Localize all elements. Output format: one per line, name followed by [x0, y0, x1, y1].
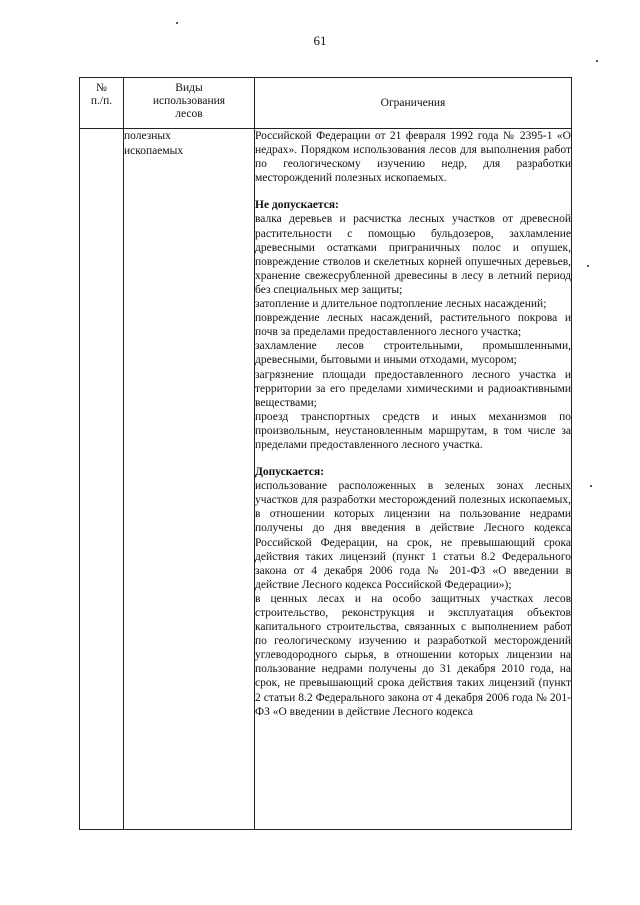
header-number: № п./п.	[80, 78, 124, 129]
scan-speck	[587, 265, 589, 267]
header-restrictions: Ограничения	[255, 78, 572, 129]
not-allowed-item: затопление и длительное подтопление лесных насаждений;	[255, 298, 547, 311]
table-row	[80, 129, 572, 830]
scan-speck	[596, 60, 598, 62]
header-forest-use-types: Виды использования лесов	[124, 78, 255, 129]
not-allowed-item: загрязнение площади предоставленного лесного участка и территории за его пределами химическими и радиоактивными веществами;	[255, 368, 571, 409]
intro-paragraph: Российской Федерации от 21 февраля 1992 года № 2395-1 «О недрах». Порядком использования лесов для выполнения работ по геологическому изучению недр, для разработки месторождений полезных ископаемых.	[255, 130, 571, 185]
restrictions-table	[79, 77, 572, 830]
restrictions-cell	[255, 129, 572, 830]
allowed-item: в ценных лесах и на особо защитных участках лесов строительство, реконструкция и эксплуатация объектов капитального строительства, связанных с выполнением работ по геологическому изучению и разработкой месторождений углеводородного сырья, в отношении которых лицензии на пользование недрами получены до 31 декабря 2010 года, на срок, не превышающий срока действия таких лицензий (пункт 2 статьи 8.2 Федерального закона от 4 декабря 2006 года № 201-ФЗ «О введении в действие Лесного кодекса	[255, 592, 571, 718]
page-number: 61	[313, 33, 327, 48]
row-number-cell	[80, 129, 124, 830]
not-allowed-item: захламление лесов строительными, промышленными, древесными, бытовыми и иными отходами, мусором;	[255, 340, 571, 367]
not-allowed-heading: Не допускается:	[255, 199, 339, 212]
not-allowed-item: валка деревьев и расчистка лесных участков от древесной растительности с помощью бульдозеров, захламление древесными остатками приграничных полос и опушек, повреждение стволов и скелетных корней опушечных деревьев, хранение свежесрубленной древесины в лесу в летний период без специальных мер защиты;	[255, 213, 571, 296]
allowed-heading: Допускается:	[255, 466, 325, 479]
not-allowed-item: проезд транспортных средств и иных механизмов по произвольным, неустановленным маршрутам, в том числе за пределами предоставленного лесного участка.	[255, 410, 571, 451]
scan-speck	[590, 485, 592, 487]
scan-speck	[176, 22, 178, 24]
forest-use-cell: полезных ископаемых	[124, 129, 255, 830]
table-header-row	[80, 78, 572, 129]
not-allowed-item: повреждение лесных насаждений, растительного покрова и почв за пределами предоставленного лесного участка;	[255, 312, 571, 339]
allowed-item: использование расположенных в зеленых зонах лесных участков для разработки месторождений полезных ископаемых, в отношении которых лицензии на пользование недрами получены до дня введения в действие Лесного кодекса Российской Федерации, на срок, не превышающий срока действия таких лицензий (пункт 1 статьи 8.2 Федерального закона от 4 декабря 2006 года № 201-ФЗ «О введении в действие Лесного кодекса Российской Федерации»);	[255, 480, 571, 591]
